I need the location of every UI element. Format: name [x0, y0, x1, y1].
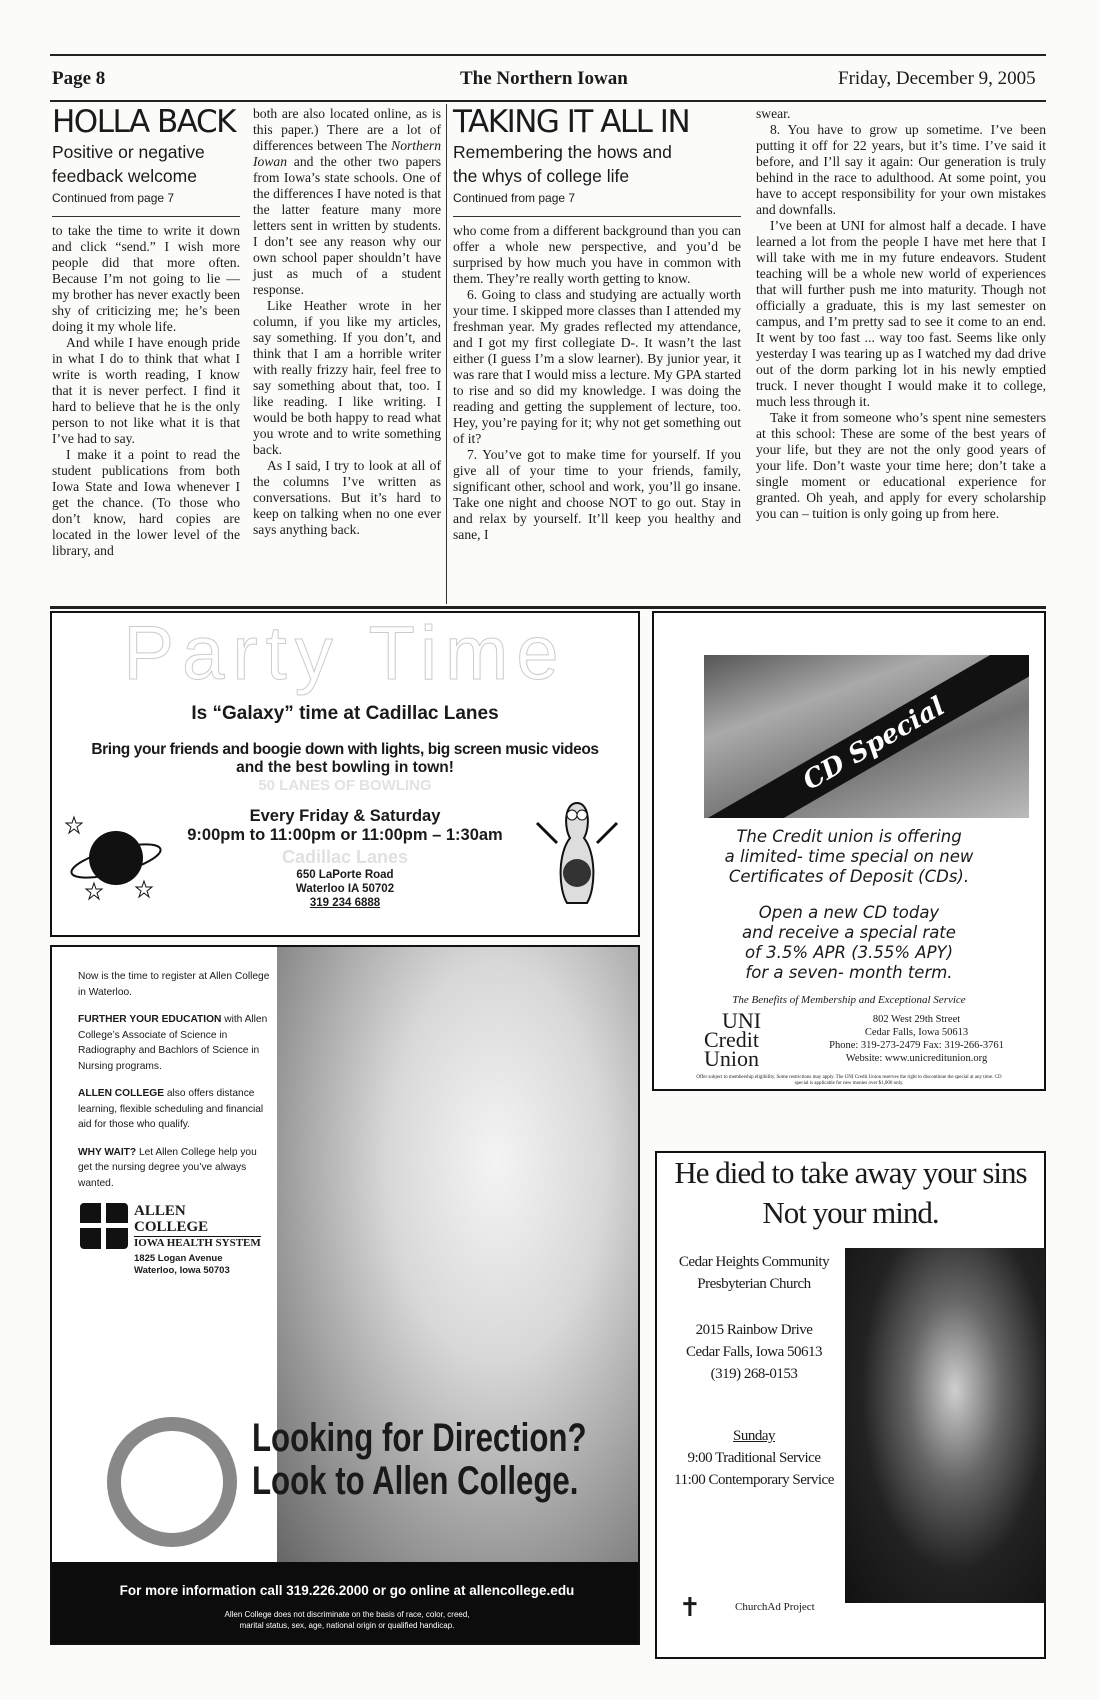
- header-rule: [50, 100, 1046, 102]
- logo-text: UNI: [722, 1008, 762, 1033]
- paragraph: Like Heather wrote in her column, if you like my articles, say something. If you don’t, and think that I am a horrible writer with really frizzy hair, feel free to say something about that, too. I like reading. I like writing. I would be both happy to read what you wrote and to write something back.: [253, 298, 441, 457]
- church-ad: [655, 1151, 1046, 1659]
- offer-line: and receive a special rate: [742, 923, 956, 942]
- taking-column-4: [756, 106, 1046, 522]
- offer-line: Open a new CD today: [758, 903, 940, 922]
- address: 1825 Logan Avenue: [134, 1253, 223, 1264]
- contact-info: For more information call 319.226.2000 or go online at allencollege.edu: [119, 1583, 575, 1598]
- tagline: The Benefits of Membership and Exceptional Service: [732, 994, 966, 1006]
- rate-line: of 3.5% APR (3.55% APY): [744, 943, 954, 962]
- church-name: Cedar Heights Community: [678, 1254, 830, 1270]
- ad-line: and the best bowling in town!: [236, 759, 454, 776]
- holla-back-column-1: [52, 223, 240, 559]
- church-headline: Not your mind.: [762, 1195, 939, 1230]
- service-time: 11:00 Contemporary Service: [674, 1472, 834, 1488]
- paragraph: As I said, I try to look at all of the columns I’ve written as conversations. But it’s hard to keep on talking when no one ever says anything back.: [253, 458, 441, 537]
- issue-date: Friday, December 9, 2005: [838, 68, 1036, 89]
- jesus-portrait: [845, 1248, 1045, 1603]
- column-divider: [446, 104, 447, 604]
- paragraph: Take it from someone who’s spent nine semesters at this school: These are some of the best years of your life, but they are not the only good years of your life. Don’t waste your time here; don’t take a single moment or educational experience for granted. Oh yeah, and apply for every scholarship you can – tuition is only going up from here.: [756, 410, 1046, 521]
- ad-days: Every Friday & Saturday: [249, 807, 441, 825]
- paragraph: swear.: [756, 106, 791, 121]
- offer-line: a limited- time special on new: [724, 847, 974, 866]
- ad-line: Bring your friends and boogie down with lights, big screen music videos: [91, 741, 599, 758]
- publication-name: Northern Iowan: [253, 138, 441, 169]
- address: 802 West 29th Street: [872, 1014, 961, 1025]
- ad-paragraph: WHY WAIT? Let Allen College help you get the nursing degree you’ve always wanted.: [78, 1146, 257, 1189]
- continued-note: Continued from page 7: [453, 191, 576, 205]
- cd-special-banner: CD Special: [704, 655, 1029, 818]
- phone: Phone: 319-273-2479 Fax: 319-266-3761: [829, 1040, 1004, 1051]
- allen-info-band: [52, 1562, 640, 1645]
- subhead-line: Positive or negative: [52, 142, 205, 162]
- ad-headline: Is “Galaxy” time at Cadillac Lanes: [191, 703, 499, 724]
- top-rule: [50, 54, 1046, 56]
- address: 650 LaPorte Road: [296, 869, 394, 881]
- text: both are also located online, as is this paper.) There are a lot of differences between The: [253, 106, 441, 153]
- logo-text: Union: [704, 1046, 759, 1071]
- service-day: Sunday: [733, 1428, 775, 1444]
- phone: 319 234 6888: [309, 897, 381, 909]
- phone: (319) 268-0153: [710, 1366, 798, 1382]
- lanes-count: 50 LANES OF BOWLING: [258, 777, 432, 794]
- allen-college-ad: [50, 945, 640, 1645]
- ad-paragraph: Now is the time to register at Allen College in Waterloo.: [78, 971, 270, 998]
- address: 2015 Rainbow Drive: [695, 1322, 813, 1338]
- subhead-line: feedback welcome: [52, 166, 197, 186]
- holla-back-article-column-1: [52, 104, 240, 559]
- taking-it-all-in-article-column-3: [453, 104, 741, 543]
- cadillac-lanes-ad: [50, 611, 640, 937]
- paragraph: 6. Going to class and studying are actually worth your time. I skipped more classes than I attended my freshman year. My grades reflected my attendance, and I got my first collegiate D-. It wasn’t the last either (I guess I’m a slow learner). By junior year, it was rare that I would miss a lecture. My GPA started to rise and so did my knowledge. I was doing the reading and getting the supplement of lecture, too. Hey, you’re paying for it; why not get something out of it?: [453, 287, 741, 446]
- paragraph: And while I have enough pride in what I do to think that what I write is worth reading, I know that it is never perfect. I find it hard to believe that he is the only person to not like what it is that I’ve had to say.: [52, 335, 240, 446]
- taking-it-all-in-heading: [453, 104, 741, 217]
- page-number: Page 8: [52, 68, 106, 89]
- newspaper-name: The Northern Iowan: [460, 68, 628, 89]
- paragraph: who come from a different background than you can offer a whole new perspective, and you’d be surprised by how much you have in common with them. They’re really worth getting to know.: [453, 223, 741, 286]
- bowling-planet-icon: [64, 813, 169, 908]
- allen-college-cross-logo: [80, 1203, 128, 1249]
- holla-back-heading: [52, 104, 240, 217]
- disclaimer: marital status, sex, age, national origin or qualified handicap.: [239, 1621, 455, 1630]
- address: Cedar Falls, Iowa 50613: [864, 1027, 969, 1038]
- logo-text: Credit: [704, 1027, 759, 1052]
- ad-paragraph: FURTHER YOUR EDUCATION with Allen College’s Associate of Science in Radiography and Bachlors of Science in Nursing programs.: [78, 1014, 268, 1072]
- allen-headline: Looking for Direction? Look to Allen College.: [252, 1416, 587, 1503]
- paragraph: to take the time to write it down and click “send.” I wish more people did that more often. Because I’m not going to lie — my brother has never exactly been shy of criticizing me; he’s been doing it my whole life.: [52, 223, 240, 334]
- party-time-title: Party Time: [123, 611, 567, 696]
- text: and the other two papers from Iowa’s state schools. One of the differences I have noted is that the latter feature many more letters sent in written by students. I don’t see any reason why our own school paper shouldn’t have just as much of a student response.: [253, 154, 441, 297]
- service-time: 9:00 Traditional Service: [687, 1450, 821, 1466]
- subhead-line: the whys of college life: [453, 166, 630, 186]
- churchad-project-label: ChurchAd Project: [735, 1601, 815, 1613]
- bowling-pin-mascot-icon: [522, 793, 632, 908]
- paragraph: I’ve been at UNI for almost half a decade. I have learned a lot from the people I have met here that I will take with me in my future endeavors. Student teaching will be a whole new world of experiences that will further push me into maturity. Though not officially a graduate, this is my last semester on campus, and I’m pretty sad to see it come to an end. It went by too fast ... way too fast. Seems like only yesterday I was tearing up as I watched my dad drive out of the dorm parking lot in his newly emptied truck. I never thought I would make it to college, much less through it.: [756, 218, 1046, 409]
- paragraph: [253, 106, 441, 298]
- venue-name: Cadillac Lanes: [281, 847, 409, 867]
- churchad-cross-icon: ✝: [679, 1593, 701, 1622]
- offer-line: The Credit union is offering: [736, 827, 962, 846]
- holla-back-column-2: [253, 106, 441, 538]
- ads-rule: [50, 606, 1046, 609]
- headline: HOLLA BACK: [52, 104, 235, 140]
- website: Website: www.unicreditunion.org: [845, 1053, 988, 1064]
- fine-print: Offer subject to membership eligibility. Some restrictions may apply. The UNI Credit Union reserves the right to discontinue the special at any time. CD special is applicable for new monies over $1,000 only.: [696, 1075, 1002, 1086]
- ad-hours: 9:00pm to 11:00pm or 11:00pm – 1:30am: [187, 826, 503, 844]
- offer-line: Certificates of Deposit (CDs).: [728, 867, 970, 886]
- paragraph: 8. You have to grow up sometime. I’ve been putting it off for 22 years, but it’s time. I’ve said it before, and I’ll say it again: Our generation is truly behind in the race to adulthood. At some point, you have to accept responsibility for your own mistakes and downfalls.: [756, 122, 1046, 217]
- subhead-line: Remembering the hows and: [453, 142, 672, 162]
- allen-college-wordmark: ALLEN COLLEGE IOWA HEALTH SYSTEM: [134, 1203, 261, 1249]
- stethoscope-image: [107, 1417, 237, 1547]
- address: Cedar Falls, Iowa 50613: [686, 1344, 822, 1360]
- disclaimer: Allen College does not discriminate on the basis of race, color, creed,: [224, 1610, 470, 1619]
- paragraph: 7. You’ve got to make time for yourself. If you give all of your time to your friends, family, significant other, school and work, you’ll go insane. Take one night and choose NOT to go out. Stay in and relax by yourself. It’ll keep you healthy and sane, I: [453, 447, 741, 542]
- uni-credit-union-logo: [704, 1008, 762, 1071]
- continued-note: Continued from page 7: [52, 191, 175, 205]
- allen-college-logo: [78, 1203, 270, 1253]
- uni-credit-union-ad: [652, 611, 1046, 1091]
- allen-college-sidebar: [78, 969, 270, 1277]
- taking-column-3: [453, 223, 741, 543]
- address: Waterloo, Iowa 50703: [134, 1265, 230, 1276]
- address: Waterloo IA 50702: [295, 883, 395, 895]
- headline: TAKING IT ALL IN: [453, 104, 690, 140]
- ad-paragraph: ALLEN COLLEGE also offers distance learning, flexible scheduling and financial aid for those who qualify.: [78, 1088, 264, 1130]
- offer-line: for a seven- month term.: [745, 963, 953, 982]
- church-headline: He died to take away your sins: [674, 1155, 1027, 1190]
- cd-special-photo: [704, 655, 1029, 818]
- church-name: Presbyterian Church: [697, 1276, 811, 1292]
- paragraph: I make it a point to read the student publications from both Iowa State and Iowa whenever I get the chance. (To those who don’t know, hard copies are located in the lower level of the library, and: [52, 447, 240, 558]
